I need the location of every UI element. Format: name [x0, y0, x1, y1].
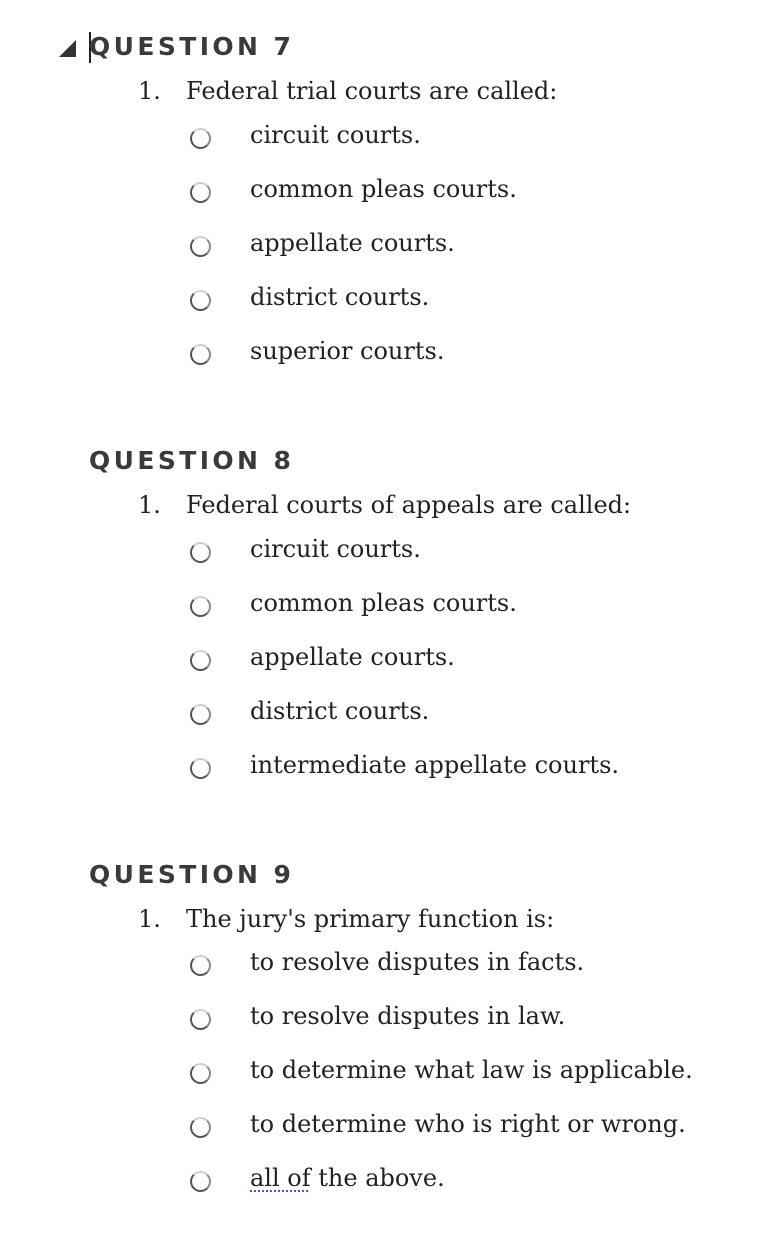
- option-row[interactable]: [0, 226, 761, 266]
- option-row[interactable]: [0, 999, 761, 1039]
- radio-unselected-icon[interactable]: [190, 542, 211, 563]
- question-number: 1.: [138, 905, 161, 933]
- question-item: [0, 488, 761, 522]
- question-heading: QUESTION 8: [89, 446, 295, 475]
- radio-unselected-icon[interactable]: [190, 344, 211, 365]
- option-label: district courts.: [250, 283, 430, 311]
- radio-unselected-icon[interactable]: [190, 182, 211, 203]
- option-row[interactable]: [0, 586, 761, 626]
- radio-unselected-icon[interactable]: [190, 758, 211, 779]
- question-item: [0, 902, 761, 936]
- option-label: [250, 1161, 445, 1195]
- question-item: [0, 74, 761, 108]
- option-row[interactable]: [0, 1107, 761, 1147]
- radio-unselected-icon[interactable]: [190, 1063, 211, 1084]
- option-row[interactable]: [0, 1161, 761, 1201]
- option-label: intermediate appellate courts.: [250, 751, 620, 779]
- radio-unselected-icon[interactable]: [190, 1171, 211, 1192]
- question-number: 1.: [138, 77, 161, 105]
- option-row[interactable]: [0, 334, 761, 374]
- question-heading: QUESTION 7: [89, 32, 295, 61]
- option-label: common pleas courts.: [250, 589, 517, 617]
- question-prompt: The jury's primary function is:: [186, 905, 555, 933]
- option-label: to determine who is right or wrong.: [250, 1110, 686, 1138]
- option-row[interactable]: [0, 640, 761, 680]
- question-number: 1.: [138, 491, 161, 519]
- option-label: superior courts.: [250, 337, 445, 365]
- question-prompt: Federal courts of appeals are called:: [186, 491, 632, 519]
- option-label: appellate courts.: [250, 643, 455, 671]
- option-row[interactable]: [0, 532, 761, 572]
- option-label: to resolve disputes in facts.: [250, 948, 585, 976]
- option-label: to resolve disputes in law.: [250, 1002, 566, 1030]
- radio-unselected-icon[interactable]: [190, 1009, 211, 1030]
- option-label: district courts.: [250, 697, 430, 725]
- radio-unselected-icon[interactable]: [190, 1117, 211, 1138]
- radio-unselected-icon[interactable]: [190, 236, 211, 257]
- option-row[interactable]: [0, 1053, 761, 1093]
- option-row[interactable]: [0, 748, 761, 788]
- option-row[interactable]: [0, 280, 761, 320]
- radio-unselected-icon[interactable]: [190, 955, 211, 976]
- grammar-flagged-text[interactable]: all of: [250, 1164, 311, 1192]
- option-label-rest: the above.: [310, 1164, 445, 1192]
- option-label: to determine what law is applicable.: [250, 1056, 693, 1084]
- option-label: circuit courts.: [250, 535, 421, 563]
- option-label: common pleas courts.: [250, 175, 517, 203]
- option-label: appellate courts.: [250, 229, 455, 257]
- collapse-triangle-icon[interactable]: [59, 40, 76, 57]
- question-heading: QUESTION 9: [89, 860, 295, 889]
- option-row[interactable]: [0, 172, 761, 212]
- option-row[interactable]: [0, 118, 761, 158]
- option-row[interactable]: [0, 694, 761, 734]
- radio-unselected-icon[interactable]: [190, 650, 211, 671]
- radio-unselected-icon[interactable]: [190, 290, 211, 311]
- question-prompt: Federal trial courts are called:: [186, 77, 558, 105]
- option-label: circuit courts.: [250, 121, 421, 149]
- option-row[interactable]: [0, 945, 761, 985]
- radio-unselected-icon[interactable]: [190, 596, 211, 617]
- radio-unselected-icon[interactable]: [190, 704, 211, 725]
- radio-unselected-icon[interactable]: [190, 128, 211, 149]
